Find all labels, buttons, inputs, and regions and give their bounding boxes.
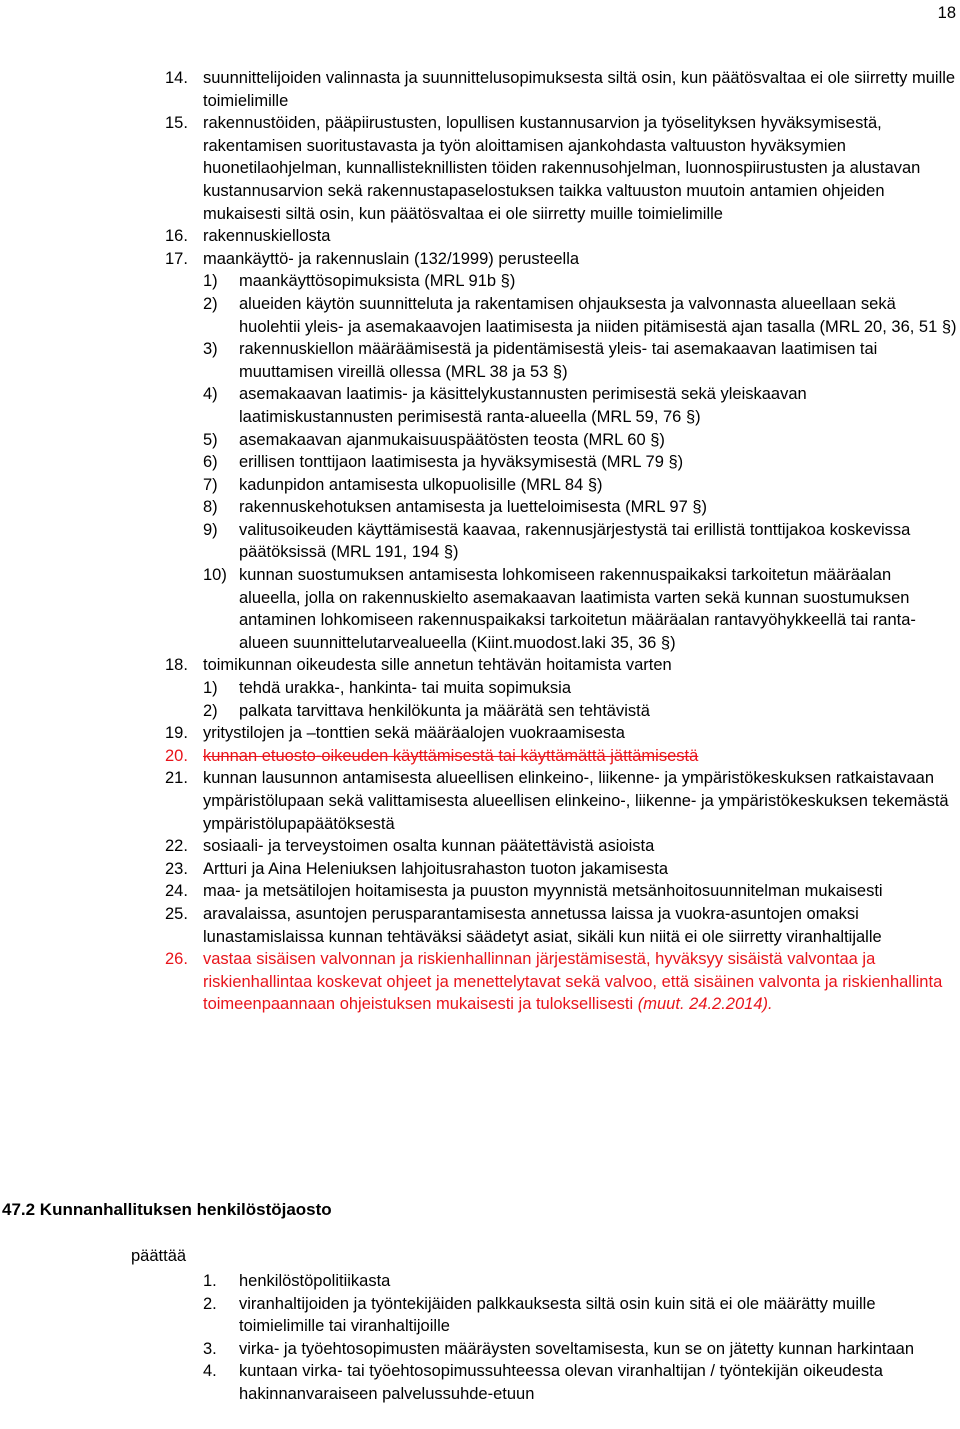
- sub-item-text: erillisen tonttijaon laatimisesta ja hyväksymisestä (MRL 79 §): [239, 453, 684, 472]
- item-text: henkilöstöpolitiikasta: [239, 1272, 391, 1290]
- list-item: [165, 948, 957, 1016]
- item-number: 1.: [203, 1272, 217, 1290]
- sub-item: [203, 677, 957, 700]
- list-item: [165, 225, 957, 248]
- sub-item-number: 4): [203, 385, 218, 404]
- item-number: 23.: [165, 859, 188, 878]
- list-item: [165, 248, 957, 655]
- sub-item: [203, 451, 957, 474]
- item-number: 22.: [165, 837, 188, 856]
- item-text: kunnan etuosto-oikeuden käyttämisestä tai käyttämättä jättämisestä: [203, 746, 699, 765]
- sub-item: [203, 496, 957, 519]
- sub-item-number: 3): [203, 340, 218, 359]
- item-number: 4.: [203, 1362, 217, 1381]
- sub-item-number: 9): [203, 520, 218, 539]
- sub-item-number: 1): [203, 272, 218, 291]
- list-item: [165, 67, 957, 112]
- sub-item-text: kadunpidon antamisesta ulkopuolisille (MRL 84 §): [239, 475, 603, 494]
- sub-item: [203, 383, 957, 428]
- item-text: sosiaali- ja terveystoimen osalta kunnan päätettävistä asioista: [203, 837, 655, 856]
- section-heading: 47.2 Kunnanhallituksen henkilöstöjaosto: [2, 1200, 332, 1219]
- item-number: 14.: [165, 69, 188, 87]
- list-item: [165, 903, 957, 948]
- item-text: vastaa sisäisen valvonnan ja riskienhallinnan järjestämisestä, hyväksyy sisäistä valvontaa ja riskienhallintaa koskevat ohjeet ja menettelytavat sekä valvoo, että sisäinen valvonta ja riskienhallinta toimeenpaannaan ohjeistuksen mukaisesti ja tuloksellisesti: [203, 950, 943, 1014]
- list-item: [165, 112, 957, 225]
- sub-item-number: 1): [203, 679, 218, 698]
- sub-item-number: 6): [203, 453, 218, 472]
- section-decision-list: [203, 1270, 943, 1406]
- item-number: 19.: [165, 724, 188, 743]
- item-text: kuntaan virka- tai työehtosopimussuhteessa olevan viranhaltijan / työntekijän oikeudesta hakinnanvaraiseen palvelussuhde-etuun: [239, 1362, 883, 1403]
- list-item: [165, 745, 957, 768]
- sub-item: [203, 519, 957, 564]
- item-text: yritystilojen ja –tonttien sekä määräalojen vuokraamisesta: [203, 724, 625, 743]
- item-text: Artturi ja Aina Heleniuksen lahjoitusrahaston tuoton jakamisesta: [203, 859, 669, 878]
- sub-item-number: 2): [203, 701, 218, 720]
- list-item: [165, 722, 957, 745]
- item-text: aravalaissa, asuntojen perusparantamisesta annetussa laissa ja vuokra-asuntojen omaksi lunastamislaissa kunnan tehtäväksi säädetyt asiat, sikäli kun niitä ei ole siirretty viranhaltijalle: [203, 904, 882, 946]
- sub-item-text: asemakaavan laatimis- ja käsittelykustannusten perimisestä sekä yleiskaavan laatimiskustannusten perimisestä ranta-alueella (MRL 59, 76 §): [239, 385, 807, 426]
- sub-item-text: tehdä urakka-, hankinta- tai muita sopimuksia: [239, 679, 571, 698]
- sub-item: [203, 474, 957, 497]
- sub-item-text: palkata tarvittava henkilökunta ja määrätä sen tehtävistä: [239, 701, 650, 720]
- item-number: 2.: [203, 1294, 217, 1313]
- sub-item-number: 5): [203, 430, 218, 449]
- list-item: [203, 1360, 943, 1405]
- item-text: rakennuskiellosta: [203, 227, 331, 246]
- sub-item-number: 2): [203, 294, 218, 313]
- item-text: toimikunnan oikeudesta sille annetun tehtävän hoitamista varten: [203, 656, 672, 675]
- item-number: 16.: [165, 227, 188, 246]
- list-item: [165, 654, 957, 722]
- list-item: [165, 835, 957, 858]
- list-item: [165, 880, 957, 903]
- item-text: suunnittelijoiden valinnasta ja suunnittelusopimuksesta siltä osin, kun päätösvaltaa ei ole siirretty muille toimielimille: [203, 69, 956, 110]
- sub-item-text: rakennuskehotuksen antamisesta ja luetteloimisesta (MRL 97 §): [239, 498, 708, 517]
- item-number: 15.: [165, 114, 188, 133]
- sub-item-number: 8): [203, 498, 218, 517]
- item-number: 21.: [165, 769, 188, 788]
- item-text: virka- ja työehtosopimusten määräysten soveltamisesta, kun se on jätetty kunnan harkintaan: [239, 1339, 915, 1358]
- sub-item: [203, 564, 957, 654]
- item-text: maa- ja metsätilojen hoitamisesta ja puuston myynnistä metsänhoitosuunnitelman mukaisesti: [203, 882, 883, 901]
- sub-item-text: alueiden käytön suunnitteluta ja rakentamisen ohjauksesta ja valvonnasta alueellaan sekä huolehtii yleis- ja asemakaavojen laatimisesta ja niiden pitämisestä ajan tasalla (MRL 20, 36, 51 §): [239, 294, 957, 336]
- decides-label: päättää: [131, 1247, 187, 1265]
- decision-list: [165, 67, 957, 1016]
- list-item: [165, 767, 957, 835]
- page-number: 18: [937, 4, 956, 22]
- sub-item: [203, 293, 957, 338]
- sub-item-text: valitusoikeuden käyttämisestä kaavaa, rakennusjärjestystä tai erillistä tonttijakoa koskevissa päätöksissä (MRL 191, 194 §): [239, 520, 911, 562]
- item-number: 24.: [165, 882, 188, 901]
- list-item: [203, 1270, 943, 1293]
- sub-item: [203, 700, 957, 723]
- item-number: 18.: [165, 656, 188, 675]
- sub-item-number: 10): [203, 566, 227, 585]
- item-number: 25.: [165, 904, 188, 923]
- sub-item-text: maankäyttösopimuksista (MRL 91b §): [239, 272, 516, 291]
- sub-item: [203, 338, 957, 383]
- item-text: kunnan lausunnon antamisesta alueellisen elinkeino-, liikenne- ja ympäristökeskuksen ratkaistavaan ympäristölupaan sekä valittamisesta alueellisen elinkeino-, liikenne- ja ympäristökeskuksen tekemästä ympäristölupapäätöksestä: [203, 769, 949, 833]
- sub-item: [203, 270, 957, 293]
- sub-item-text: rakennuskiellon määräämisestä ja pidentämisestä yleis- tai asemakaavan laatimisen tai muuttamisen vireillä ollessa (MRL 38 ja 53 §): [239, 340, 878, 381]
- item-text: rakennustöiden, pääpiirustusten, lopullisen kustannusarvion ja työselityksen hyväksymisestä, rakentamisen suoritustavasta ja työn aloittamisen ajankohdasta valtuuston hyväksymien huonetilaohjelman, kunnallisteknillisten töiden rakennusohjelman, luonnospiirustusten ja alustavan kustannusarvion sekä rakennustapaselostuksen taikka valtuuston muutoin antamien ohjeiden mukaisesti siltä osin, kun päätösvaltaa ei ole siirretty muille toimielimille: [203, 114, 921, 223]
- sub-item-text: kunnan suostumuksen antamisesta lohkomiseen rakennuspaikaksi tarkoitetun määräalan alueella, jolla on rakennuskielto asemakaavan laatimista varten sekä kunnan suostumuksen antaminen lohkomiseen rakennuspaikaksi tarkoitetun määräalan rantavyöhykkeellä tai ranta-alueen suunnittelutarvealueella (Kiint.muodost.laki 35, 36 §): [239, 566, 916, 652]
- item-number: 20.: [165, 746, 188, 765]
- item-number: 26.: [165, 950, 188, 969]
- list-item: [203, 1338, 943, 1361]
- item-number: 3.: [203, 1339, 217, 1358]
- list-item: [165, 858, 957, 881]
- sub-item-text: asemakaavan ajanmukaisuuspäätösten teosta (MRL 60 §): [239, 430, 665, 449]
- item-number: 17.: [165, 249, 188, 268]
- item-text: viranhaltijoiden ja työntekijäiden palkkauksesta siltä osin kuin sitä ei ole määrätty muille toimielimille tai viranhaltijoille: [239, 1294, 876, 1336]
- amendment-note: (muut. 24.2.2014).: [637, 995, 773, 1014]
- sub-item: [203, 429, 957, 452]
- sub-item-number: 7): [203, 475, 218, 494]
- item-text: maankäyttö- ja rakennuslain (132/1999) perusteella: [203, 249, 580, 268]
- list-item: [203, 1293, 943, 1338]
